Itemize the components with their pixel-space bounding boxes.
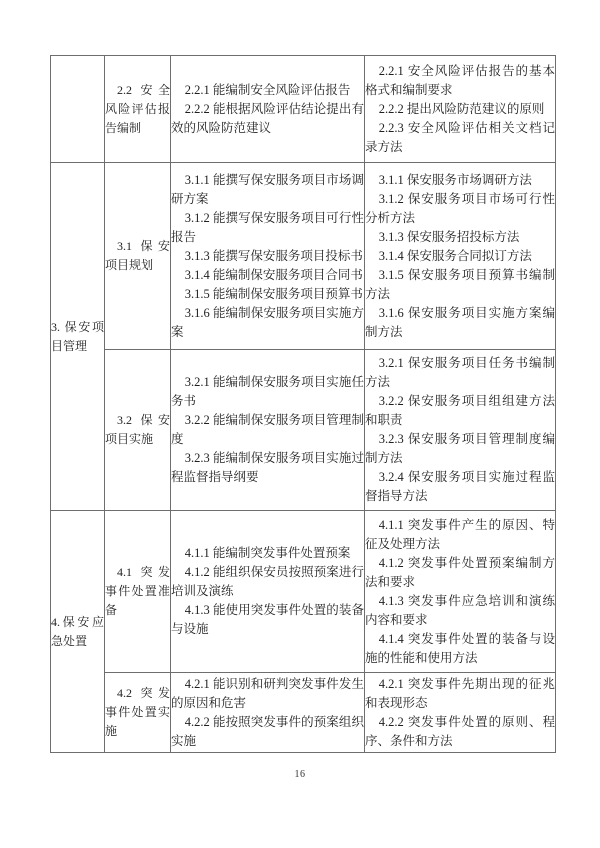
list-item: 3.2.2 保安服务项目组组建方法和职责 [365,394,555,427]
list-item: 3.2.3 能编制保安服务项目实施过程监督指导纲要 [171,451,364,484]
cell-work-4-2 [105,673,171,753]
list-item: 3.2.3 保安服务项目管理制度编制方法 [365,432,555,465]
list-item: 4.2.2 突发事件处置的原则、程序、条件和方法 [365,714,555,748]
cell-knowledge-3-2 [365,350,556,511]
knowledge-list [365,516,555,668]
list-item: 3.2.2 能编制保安服务项目管理制度 [171,413,364,446]
page-number: 16 [294,769,306,780]
cell-skills-3-1 [171,163,365,350]
cell-work-4-1 [105,511,171,673]
table-row [51,56,556,163]
list-item: 2.2.1 安全风险评估报告的基本格式和编制要求 [365,63,555,97]
list-item: 4.1.4 突发事件处置的装备与设施的性能和使用方法 [365,631,555,665]
cell-function-empty [51,56,105,163]
cell-skills-2-2 [171,56,365,163]
cell-knowledge-4-2 [365,673,556,753]
list-item: 3.1.4 保安服务合同拟订方法 [378,248,532,263]
list-item: 3.2.1 保安服务项目任务书编制方法 [365,356,555,389]
knowledge-list [365,675,555,751]
skills-list [171,544,364,639]
list-item: 4.2.1 突发事件先期出现的征兆和表现形态 [365,676,555,710]
list-item: 3.1.1 能撰写保安服务项目市场调研方案 [171,172,364,206]
cell-skills-4-1 [171,511,365,673]
list-item: 3.2.1 能编制保安服务项目实施任务书 [171,375,364,408]
list-item: 4.1.2 突发事件处置预案编制方法和要求 [365,555,555,589]
list-item: 4.1.1 能编制突发事件处置预案 [184,546,351,560]
work-label: 3.2 保安项目实施 [105,413,170,446]
function-label: 4.保安应急处置 [51,614,104,648]
list-item: 3.1.6 能编制保安服务项目实施方案 [171,305,364,339]
list-item: 4.1.2 能组织保安员按照预案进行培训及演练 [171,565,364,598]
knowledge-list [365,354,555,506]
list-item: 3.2.4 保安服务项目实施过程监督指导方法 [365,470,555,503]
occupation-skill-table [50,55,556,753]
cell-work-3-1 [105,163,171,350]
knowledge-list [365,171,555,342]
work-label: 4.1 突发事件处置准备 [105,565,170,617]
work-label: 3.1 保安项目规划 [105,239,170,272]
list-item: 4.1.3 突发事件应急培训和演练内容和要求 [365,593,555,627]
list-item: 2.2.2 能根据风险评估结论提出有效的风险防范建议 [171,101,364,135]
skills-list [171,675,364,751]
work-label: 2.2 安全风险评估报告编制 [105,82,170,135]
table-row [51,673,556,753]
list-item: 3.1.5 能编制保安服务项目预算书 [184,286,363,301]
list-item: 2.2.3 安全风险评估相关文档记录方法 [365,120,555,154]
skills-list [171,373,364,487]
cell-work-3-2 [105,350,171,511]
cell-knowledge-3-1 [365,163,556,350]
table-row [51,511,556,673]
list-item: 3.1.4 能编制保安服务项目合同书 [184,267,363,282]
list-item: 3.1.2 能撰写保安服务项目可行性报告 [171,210,364,244]
cell-knowledge-2-2 [365,56,556,163]
list-item: 3.1.2 保安服务项目市场可行性分析方法 [365,191,555,225]
work-label: 4.2 突发事件处置实施 [105,686,170,738]
knowledge-list [365,62,555,157]
cell-work-2-2 [105,56,171,163]
cell-skills-4-2 [171,673,365,753]
cell-function-4 [51,511,105,753]
list-item: 2.2.2 提出风险防范建议的原则 [378,101,545,116]
skills-list [171,81,364,138]
table-row [51,350,556,511]
list-item: 3.1.3 能撰写保安服务项目投标书 [184,248,363,263]
list-item: 3.1.5 保安服务项目预算书编制方法 [365,267,555,301]
function-label: 3. 保安项目管理 [51,319,104,353]
skills-list [171,171,364,342]
list-item: 3.1.1 保安服务市场调研方法 [378,172,532,187]
list-item: 2.2.1 能编制安全风险评估报告 [184,82,351,97]
cell-function-3 [51,163,105,511]
list-item: 3.1.3 保安服务招投标方法 [378,229,520,244]
list-item: 4.2.1 能识别和研判突发事件发生的原因和危害 [171,676,364,710]
cell-knowledge-4-1 [365,511,556,673]
list-item: 4.1.1 突发事件产生的原因、特征及处理方法 [365,517,555,551]
list-item: 3.1.6 保安服务项目实施方案编制方法 [365,305,555,339]
list-item: 4.1.3 能使用突发事件处置的装备与设施 [171,603,364,636]
table-row [51,163,556,350]
list-item: 4.2.2 能按照突发事件的预案组织实施 [171,714,364,748]
cell-skills-3-2 [171,350,365,511]
